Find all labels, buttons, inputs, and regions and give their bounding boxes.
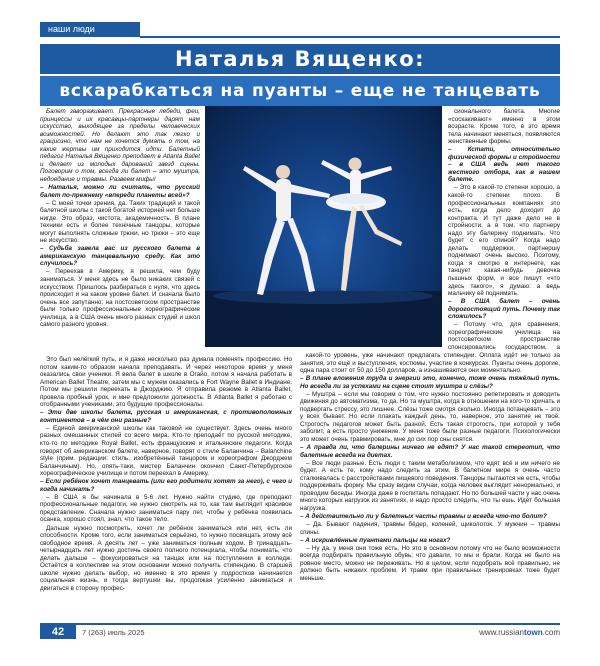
question-paragraph: – А действительно ли у балетных часты травмы и всегда что-то болит?: [300, 512, 547, 520]
question-paragraph: – Наталья, можно ли считать, что русский балет по-прежнему «впереди планеты всей»?: [40, 183, 200, 199]
text-paragraph: какой-то уровень, уже начинают предлагать стипендии. Оплата идёт не только за занятия, это ещё и выступления, костюмы, участие в конкурсах. Пуанты очень дорогие, одна пара стоит от 50 до 150 долларов, а изнашиваются они моментально.: [300, 352, 560, 375]
ballet-photo: [205, 106, 442, 347]
site-url-prefix: www.russian: [479, 628, 524, 637]
issue-info: 7 (263) июль 2025: [82, 628, 145, 637]
text-column-1: [40, 108, 200, 355]
section-rule: [140, 36, 560, 38]
site-url-accent: town: [523, 628, 543, 637]
text-paragraph: сионального балета. Многие «соскакивают» именно в этом возрасте. Кроме того, в это время тела начинают меняться, появляются женственные формы.: [448, 108, 560, 146]
text-paragraph: – Ну да, у меня они тоже есть. Но это в основном потому что не было возможности всегда подбирать правильную обувь; что давали, то мы и брали. Когда не было на ровное место, можно не переживать. Но в целом, если подобрать всё правильно, не должно быть никаких проблем. И травм при правильных тренировках тоже будет меньше.: [300, 544, 560, 582]
site-url[interactable]: [479, 627, 560, 638]
question-paragraph: – Кстати, относительно физической формы и стройности – в США ведь нет такого жесткого отбора, как в нашем балете.: [448, 146, 560, 184]
question-paragraph: – А искривлённые пуантами пальцы на ногах?: [300, 536, 451, 544]
question-paragraph: – Судьба завела вас из русского балета в американскую танцевальную среду. Как это случилось?: [40, 245, 200, 268]
text-paragraph: Дальше нужно посмотреть, хочет ли ребёнок заниматься или нет, есть ли способности. Кроме того, если заниматься серьёзно, то нужно посвящать этому всё свободное время. А десять лет – уже заниматься полным ходом. В тринадцать-четырнадцать лет нужно достичь своего полного потенциала, чтобы понимать, что делать дальше – фокусироваться на танцах или на поступлении в колледж. Остаётся в коллективе на этом основании можно получить стипендию. В старшей школе нужно делать выбор, но именно в это время у подростков начинается социальная жизнь, и тогда вертушки вы, продолжая усиленно заниматься и двигаться в сторону профес-: [40, 524, 292, 592]
text-paragraph: – Это в какой-то степени хорошо, а какой-то степени плохо. В профессиональных компаниях это есть, когда дело доходит до контракта. И тут даже дело не в стройности, а в том, что партнеру надо эту балерину поднимать. Что будет с его спиной? Когда надо делать поддержки, партнершу поднимают очень высоко. Поэтому, когда я смотрю в интернете, как танцует какая-нибудь девочка пышных форм, и все пишут «что здесь такого», я думаю: а ведь мальчику её поднимать.: [448, 184, 560, 298]
text-paragraph: Балет завораживает. Прекрасные лебеди, феи, принцессы и их красавцы-партнеры дарят нам искусство, выходящее за пределы человеческих возможностей. Но делают это так легко и грациозно, что нам не хочется думать о том, на какие жертвы им приходится идти. Балетный педагог Наталья Вященко преподает в Atlanta Ballet и делает из молодых дарований звезд сцены. Поговорим о том, всегда ли балет – это муштра, недоедание и травмы. Развеем мифы!: [40, 108, 200, 183]
text-paragraph: Это был нелёгкий путь, и я даже несколько раз думала поменять профессию. Но потом каким-то образом начала преподавать. И через некоторое время у меня оказались свои ученики. Я вела балет в школе в Огайо, потом я начала работать в American Ballet Theatre, затем мы с мужем оказались в Fort Wayne Ballet в Индиане. Потом мы решили переехать в Джорджию. Я отправила резюме в Atlanta Ballet, провела пробный урок, и мне предложили должность. В Atlanta Ballet я работаю с отобранными учениками, это будущие профессионалы.: [40, 356, 292, 409]
text-paragraph: – С моей точки зрения, да. Таких традиций и такой балетной школы с такой богатой историей нет больше нигде. Это образ, чистота, академичность. В плане техники есть и более технічные танцоры, которые могут выполнять сложные трюки, но трюки – это еще не искусство.: [40, 199, 200, 245]
article-subtitle: вскарабкаться на пуанты – еще не танцевать: [40, 76, 560, 106]
question-paragraph: – В плане вложения труда и энергии это, конечно, тоже очень тяжёлый путь. Но всегда ли за успехами на сцене стоит муштра и слёзы?: [300, 375, 560, 390]
site-url-suffix: .com: [542, 628, 560, 637]
text-column-4: [300, 352, 560, 618]
text-column-3: [40, 356, 292, 618]
text-paragraph: – Единой американской школы как таковой не существует. Здесь очень много разных смешанных стилей со всего мира. Кто-то преподаёт по русской методике, кто-то по методике Royal Ballet, есть французские и итальянские педагоги. Когда говорят об американском балете, наверное, говорят о стиле Баланчина – Balanchine style (прим. редакции: стиль, изобретённый танцором и хореографом Джорджем Баланчиным). Но, опять-таки, мистер Баланчин окончил Санкт-Петербургское хореографическое училище и потом переехал в Америку.: [40, 424, 292, 478]
question-paragraph: – А правда ли, что балерины ничего не едят? У нас такой стереотип, что балетные всегда на диетах.: [300, 444, 560, 459]
question-paragraph: – В США балет – очень дорогостоящий путь. Почему так сложилось?: [448, 298, 560, 321]
section-tab: наши люди: [40, 22, 140, 37]
text-paragraph: – Потому что, для сравнения, хореографические училища на постсоветском пространстве спонсировались государством, а: [448, 321, 560, 350]
ballet-dancers-illustration: [205, 106, 442, 347]
question-paragraph: – Эти две школы балета, русская и американская, с противоположных континентов – в чём они разные?: [40, 409, 292, 424]
text-column-2: [448, 108, 560, 350]
text-paragraph: – В США я бы начинала в 5-6 лет. Нужно найти студию, где преподают профессиональные педагоги, не нужно смотреть на то, как там выглядит красивое представление. Сначала нужно заниматься пару лет, чтобы у ребёнка появилась осанка, хорошо стоял, знал, что такое тело.: [40, 493, 292, 524]
male-dancer-figure: [243, 165, 330, 295]
text-paragraph: – Да. Бывают падения, травмы бёдер, коленей, щиколоток. У мужчин – травмы спины.: [300, 521, 560, 536]
text-paragraph: – Все люди разные. Есть люди с таким метаболизмом, что едят всё и им ничего не будет. А есть те, кому надо следить за этим. В балетном мире я очень часто сталкивалась с расстройствами пищевого поведения. Танцоры пытаются не есть, чтобы поддерживать форму. Мы сразу видим случаи, когда человек выглядит ненормально, и проводим беседы. Иногда даже в госпиталь попадают. Но по большей части у нас очень много которых нагрузок из занятиях, и надо просто следить, что ты ешь. Идёт большая нагрузка.: [300, 459, 560, 512]
text-paragraph: – Переехав в Америку, я решила, чем буду заниматься. У меня здесь не было никаких связей с искусством. Пришлось разбираться с нуля, что здесь происходит и на каком уровне балет. И сначала было очень все запутанно: на постсоветском пространстве были только профессиональные хореографические училища, а в США очень много разных студий и школ самого разного уровня.: [40, 268, 200, 329]
page-number: 42: [40, 625, 76, 639]
article-title: Наталья Вященко:: [40, 44, 560, 74]
question-paragraph: – Если ребёнок хочет танцевать (или его родители хотят за него), с чего и когда начинать?: [40, 478, 292, 493]
text-paragraph: – Муштра – если мы говорим о том, что нужно постоянно репетировать и доводить движения до автоматизма, то да. Но та муштра, когда в отношении на кого-то кричать и подвергать стрессу, это лишнее. Слёзы тоже смотря сколько. Иногда потанцевать – это у всех бывает. Но если плакать каждый день, то, наверное, это занятие не твоё. Строгость педагогов может быть разной. Есть такая строгость, при которой у тебя заболит, а есть просто унижение. У меня тоже были разные педагоги. Психологически это может очень травмировать, мне до сих пор сны снятся.: [300, 390, 560, 444]
female-dancer-figure: [321, 158, 402, 292]
